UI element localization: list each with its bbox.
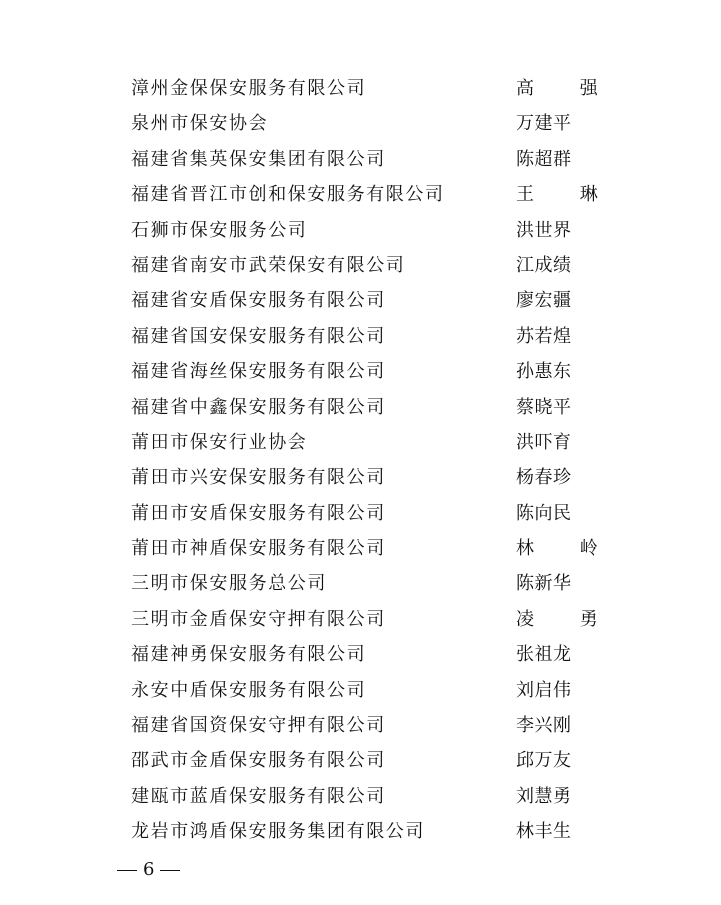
page-footer: [111, 858, 186, 882]
person-name: 高 强: [516, 78, 618, 99]
organization-name: 永安中盾保安服务有限公司: [131, 679, 367, 701]
organization-name: 漳州金保保安服务有限公司: [131, 78, 367, 99]
list-item: [0, 673, 721, 708]
list-item: [0, 743, 721, 778]
person-name: 杨春珍: [516, 467, 572, 489]
list-item: [0, 283, 721, 318]
person-name: 陈向民: [516, 502, 572, 524]
organization-name: 福建省南安市武荣保安有限公司: [131, 254, 406, 276]
organization-name: 建瓯市蓝盾保安服务有限公司: [131, 785, 386, 807]
organization-name: 福建省中鑫保安服务有限公司: [131, 396, 386, 418]
person-name: 刘启伟: [516, 679, 572, 701]
organization-name: 泉州市保安协会: [131, 113, 269, 135]
page-number: 6: [143, 859, 155, 880]
person-name: 洪世界: [516, 219, 572, 241]
list-item: [0, 319, 721, 354]
person-name: 林 岭: [516, 538, 618, 560]
list-item: [0, 213, 721, 248]
organization-name: 邵武市金盾保安服务有限公司: [131, 750, 386, 772]
list-item: [0, 71, 721, 106]
member-list: [0, 71, 721, 850]
list-item: [0, 106, 721, 141]
organization-name: 福建省海丝保安服务有限公司: [131, 361, 386, 383]
organization-name: 龙岩市鸿盾保安服务集团有限公司: [131, 821, 425, 843]
person-name: 苏若煌: [516, 325, 572, 347]
footer-dash-right: [160, 870, 180, 871]
organization-name: 莆田市兴安保安服务有限公司: [131, 467, 386, 489]
person-name: 李兴刚: [516, 715, 572, 737]
list-item: [0, 425, 721, 460]
person-name: 林丰生: [516, 821, 572, 843]
organization-name: 福建省安盾保安服务有限公司: [131, 290, 386, 312]
organization-name: 福建神勇保安服务有限公司: [131, 644, 367, 666]
person-name: 孙惠东: [516, 361, 572, 383]
list-item: [0, 248, 721, 283]
person-name: 王 琳: [516, 184, 618, 206]
list-item: [0, 566, 721, 601]
list-item: [0, 637, 721, 672]
organization-name: 莆田市神盾保安服务有限公司: [131, 538, 386, 560]
person-name: 邱万友: [516, 750, 572, 772]
person-name: 蔡晓平: [516, 396, 572, 418]
organization-name: 莆田市保安行业协会: [131, 431, 308, 453]
person-name: 陈超群: [516, 148, 572, 170]
list-item: [0, 708, 721, 743]
person-name: 江成绩: [516, 254, 572, 276]
organization-name: 福建省国安保安服务有限公司: [131, 325, 386, 347]
list-item: [0, 460, 721, 495]
list-item: [0, 142, 721, 177]
footer-dash-left: [117, 870, 137, 871]
list-item: [0, 496, 721, 531]
person-name: 洪吓育: [516, 431, 572, 453]
organization-name: 福建省晋江市创和保安服务有限公司: [131, 184, 445, 206]
person-name: 凌 勇: [516, 608, 618, 630]
organization-name: 福建省国资保安守押有限公司: [131, 715, 386, 737]
list-item: [0, 354, 721, 389]
person-name: 陈新华: [516, 573, 572, 595]
list-item: [0, 814, 721, 849]
organization-name: 三明市金盾保安守押有限公司: [131, 608, 386, 630]
list-item: [0, 390, 721, 425]
list-item: [0, 779, 721, 814]
list-item: [0, 602, 721, 637]
person-name: 廖宏疆: [516, 290, 572, 312]
organization-name: 石狮市保安服务公司: [131, 219, 308, 241]
person-name: 刘慧勇: [516, 785, 572, 807]
organization-name: 福建省集英保安集团有限公司: [131, 148, 386, 170]
list-item: [0, 177, 721, 212]
organization-name: 三明市保安服务总公司: [131, 573, 327, 595]
person-name: 万建平: [516, 113, 572, 135]
organization-name: 莆田市安盾保安服务有限公司: [131, 502, 386, 524]
list-item: [0, 531, 721, 566]
person-name: 张祖龙: [516, 644, 572, 666]
